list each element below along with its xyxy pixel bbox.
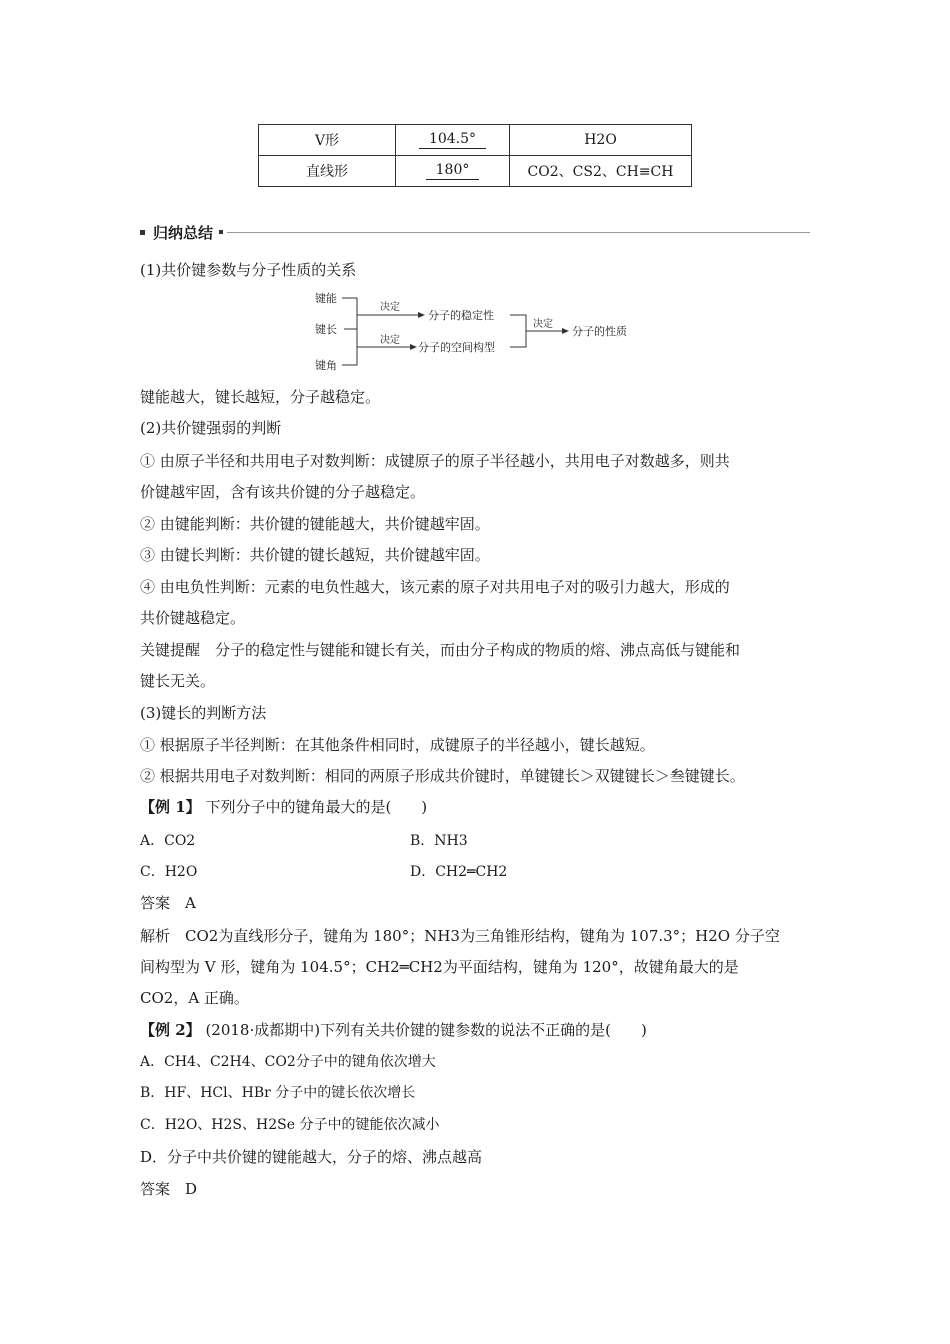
example-1-option-b: B．NH3 (410, 833, 468, 849)
diagram-bond-energy: 键能 (315, 292, 337, 305)
diagram-stability: 分子的稳定性 (428, 309, 494, 322)
example-2-answer: 答案 D (140, 1180, 198, 1198)
rule-2: ② 由键能判断：共价键的键能越大，共价键越牢固。 (140, 515, 490, 533)
example-2-option-d: D．分子中共价键的键能越大，分子的熔、沸点越高 (140, 1148, 483, 1166)
bullet-square-icon (140, 230, 145, 235)
example-1-analysis-line-2: 间构型为 V 形，键角为 104.5°；CH2═CH2为平面结构，键角为 120°，故键角最大的是 (140, 958, 739, 976)
example-1-label: 【例 1】 (140, 798, 201, 816)
diagram-bond-length: 键长 (315, 323, 337, 336)
example-2-label: 【例 2】 (140, 1021, 201, 1039)
tip-line-2: 键长无关。 (140, 672, 216, 690)
example-2-option-b: B．HF、HCl、HBr 分子中的键长依次增长 (140, 1085, 416, 1101)
bracket-line (342, 329, 357, 365)
diagram-properties: 分子的性质 (572, 325, 627, 338)
rule-3: ③ 由键长判断：共价键的键长越短，共价键越牢固。 (140, 546, 490, 564)
length-rule-1: ① 根据原子半径判断：在其他条件相同时，成键原子的半径越小，键长越短。 (140, 736, 655, 754)
example-1-option-a: A．CO2 (140, 833, 196, 849)
rule-1-line-1: ① 由原子半径和共用电子对数判断：成键原子的原子半径越小，共用电子对数越多，则共 (140, 452, 730, 470)
section-title: 归纳总结 (153, 223, 214, 242)
rule-4-line-2: 共价键越稳定。 (140, 609, 246, 627)
example-1-answer: 答案 A (140, 894, 196, 912)
example-1-analysis-line-1: 解析 CO2为直线形分子，键角为 180°；NH3为三角锥形结构，键角为 107.3°；H2O 分子空 (140, 927, 780, 945)
table-cell-examples: H2O (510, 125, 692, 156)
tip-line-1: 关键提醒 分子的稳定性与键能和键长有关，而由分子构成的物质的熔、沸点高低与键能和 (140, 641, 741, 659)
diagram-bond-angle: 键角 (315, 359, 337, 372)
example-1-question (140, 797, 427, 817)
section-header (140, 222, 810, 242)
table-cell-shape: 直线形 (259, 156, 396, 187)
bracket-line (342, 298, 357, 329)
decide-label: 决定 (533, 319, 553, 330)
example-1-option-c: C．H2O (140, 864, 198, 880)
decide-label: 决定 (380, 302, 400, 313)
table-cell-angle (396, 156, 510, 187)
table-cell-shape: V形 (259, 125, 396, 156)
arrow-head-icon (410, 344, 417, 350)
decide-label: 决定 (380, 335, 400, 346)
table-row (259, 125, 692, 156)
length-rule-2: ② 根据共用电子对数判断：相同的两原子形成共价键时，单键键长＞双键键长＞叁键键长。 (140, 767, 745, 785)
subsection-2-title: (2)共价键强弱的判断 (140, 419, 282, 437)
example-1-analysis-line-3: CO2，A 正确。 (140, 989, 249, 1007)
subsection-1-title: (1)共价键参数与分子性质的关系 (140, 261, 357, 279)
rule-1-line-2: 价键越牢固，含有该共价键的分子越稳定。 (140, 483, 426, 501)
bond-parameter-diagram (300, 288, 660, 378)
bracket-line (510, 315, 526, 347)
example-1-question-text: 下列分子中的键角最大的是( ) (205, 798, 428, 816)
table-row (259, 156, 692, 187)
conclusion-text: 键能越大，键长越短，分子越稳定。 (140, 388, 381, 406)
arrow-head-icon (562, 328, 569, 334)
table-cell-angle (396, 125, 510, 156)
section-rule (227, 232, 810, 233)
angle-value: 104.5° (419, 131, 486, 149)
arrow-head-icon (418, 312, 425, 318)
diagram-geometry: 分子的空间构型 (418, 341, 495, 354)
example-2-question (140, 1020, 647, 1040)
bond-angle-table (258, 124, 692, 187)
example-1-option-d: D．CH2═CH2 (410, 864, 508, 880)
example-2-option-c: C．H2O、H2S、H2Se 分子中的键能依次减小 (140, 1117, 440, 1133)
bullet-square-icon (219, 230, 223, 234)
example-2-question-text: (2018·成都期中)下列有关共价键的键参数的说法不正确的是( ) (205, 1021, 647, 1039)
table-cell-examples: CO2、CS2、CH≡CH (510, 156, 692, 187)
rule-4-line-1: ④ 由电负性判断：元素的电负性越大，该元素的原子对共用电子对的吸引力越大，形成的 (140, 578, 730, 596)
subsection-3-title: (3)键长的判断方法 (140, 704, 267, 722)
angle-value: 180° (426, 162, 480, 180)
example-2-option-a: A．CH4、C2H4、CO2分子中的键角依次增大 (140, 1054, 436, 1070)
